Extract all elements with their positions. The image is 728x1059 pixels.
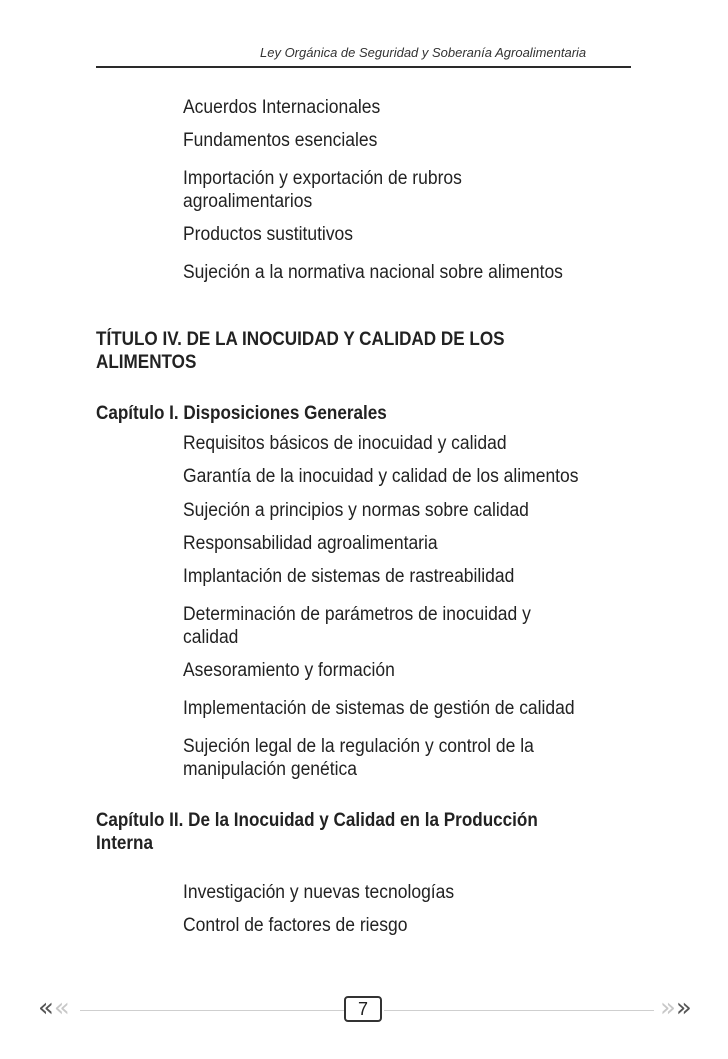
toc-entry-parametros-cont[interactable]: calidad — [183, 627, 239, 648]
next-glyph-dark: » — [675, 993, 692, 1023]
next-page-icon[interactable] — [660, 995, 692, 1021]
toc-entry-fundamentos[interactable]: Fundamentos esenciales — [183, 130, 378, 151]
toc-entry-factores-riesgo[interactable]: Control de factores de riesgo — [183, 915, 408, 936]
toc-entry-responsabilidad[interactable]: Responsabilidad agroalimentaria — [183, 533, 438, 554]
toc-entry-gestion-calidad[interactable]: Implementación de sistemas de gestión de calidad — [183, 698, 575, 719]
toc-entry-garantia[interactable]: Garantía de la inocuidad y calidad de los alimentos — [183, 466, 579, 487]
prev-page-icon[interactable] — [38, 995, 70, 1021]
toc-entry-sujecion-legal[interactable]: Sujeción legal de la regulación y control de la — [183, 736, 534, 757]
footer-line-right — [384, 1010, 654, 1011]
running-header: Ley Orgánica de Seguridad y Soberanía Agroalimentaria — [260, 45, 587, 60]
footer-line-left — [80, 1010, 344, 1011]
toc-entry-importacion[interactable]: Importación y exportación de rubros — [183, 168, 462, 189]
toc-entry-asesoramiento[interactable]: Asesoramiento y formación — [183, 660, 395, 681]
toc-entry-importacion-cont[interactable]: agroalimentarios — [183, 191, 313, 212]
toc-entry-acuerdos[interactable]: Acuerdos Internacionales — [183, 97, 381, 118]
toc-entry-sujecion-legal-cont[interactable]: manipulación genética — [183, 759, 357, 780]
capitulo-2-heading[interactable]: Capítulo II. De la Inocuidad y Calidad en la Producción — [96, 810, 538, 831]
page-number: 7 — [344, 996, 382, 1022]
toc-entry-requisitos[interactable]: Requisitos básicos de inocuidad y calidad — [183, 433, 507, 454]
toc-entry-sujecion-principios[interactable]: Sujeción a principios y normas sobre calidad — [183, 500, 529, 521]
prev-glyph-dark: « — [38, 993, 54, 1023]
toc-entry-sujecion-normativa[interactable]: Sujeción a la normativa nacional sobre alimentos — [183, 262, 563, 283]
toc-entry-parametros[interactable]: Determinación de parámetros de inocuidad y — [183, 604, 531, 625]
toc-entry-rastreabilidad[interactable]: Implantación de sistemas de rastreabilidad — [183, 566, 515, 587]
next-glyph-light: » — [660, 993, 676, 1023]
titulo-iv-heading-cont[interactable]: ALIMENTOS — [96, 352, 197, 373]
capitulo-1-heading[interactable]: Capítulo I. Disposiciones Generales — [96, 403, 387, 424]
prev-glyph-light: « — [53, 993, 70, 1023]
capitulo-2-heading-cont[interactable]: Interna — [96, 833, 154, 854]
toc-entry-investigacion[interactable]: Investigación y nuevas tecnologías — [183, 882, 455, 903]
header-rule — [96, 66, 631, 68]
titulo-iv-heading[interactable]: TÍTULO IV. DE LA INOCUIDAD Y CALIDAD DE LOS — [96, 329, 505, 350]
toc-entry-productos[interactable]: Productos sustitutivos — [183, 224, 354, 245]
